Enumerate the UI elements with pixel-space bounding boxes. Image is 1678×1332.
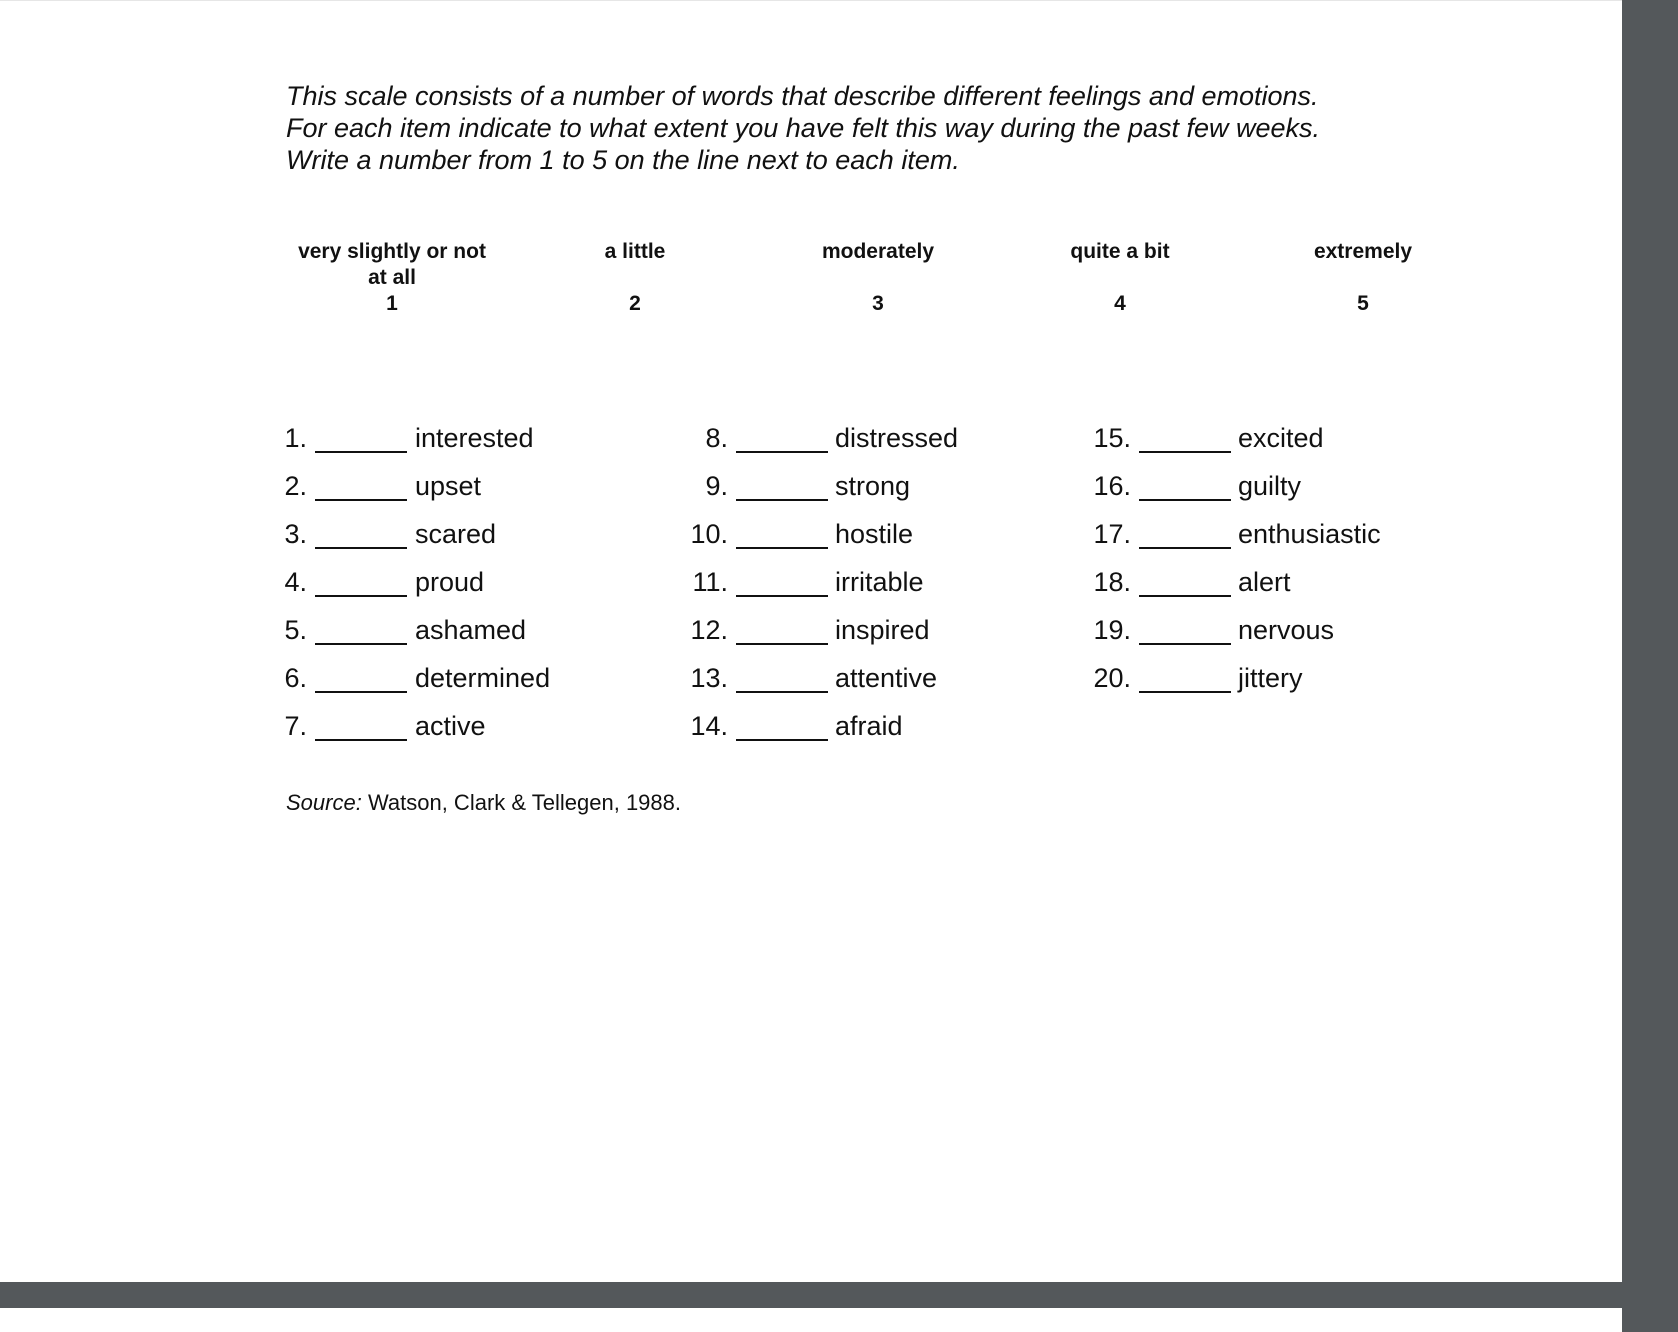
item-number: 1. (284, 423, 307, 453)
scale-label: very slightly or not (298, 240, 486, 263)
answer-blank[interactable] (315, 662, 407, 693)
answer-blank[interactable] (315, 422, 407, 453)
item-number: 5. (284, 615, 307, 645)
item-word: strong (835, 471, 911, 501)
answer-blank[interactable] (1139, 662, 1231, 693)
item-number: 8. (705, 423, 728, 453)
item-word: inspired (835, 615, 930, 645)
item-word: ashamed (415, 615, 527, 645)
item-number: 12. (690, 615, 728, 645)
item-word: proud (415, 567, 485, 597)
scale-option-3 (758, 239, 998, 315)
item-number: 10. (690, 519, 728, 549)
item-word: enthusiastic (1238, 519, 1381, 549)
item-word: distressed (835, 423, 959, 453)
answer-blank[interactable] (736, 518, 828, 549)
scale-value: 1 (386, 292, 398, 315)
instructions (286, 80, 1386, 176)
item-word: scared (415, 519, 497, 549)
answer-blank[interactable] (736, 470, 828, 501)
item-word: afraid (835, 711, 903, 741)
answer-blank[interactable] (1139, 422, 1231, 453)
item-word: interested (415, 423, 534, 453)
answer-blank[interactable] (1139, 470, 1231, 501)
item-number: 15. (1093, 423, 1131, 453)
item-number: 16. (1093, 471, 1131, 501)
scale-label-cont: at all (368, 266, 416, 289)
item-number: 9. (705, 471, 728, 501)
item-number: 6. (284, 663, 307, 693)
answer-blank[interactable] (315, 614, 407, 645)
item-number: 4. (284, 567, 307, 597)
item-word: upset (415, 471, 482, 501)
scale-label: a little (604, 240, 666, 263)
instructions-line: Write a number from 1 to 5 on the line next to each item. (286, 145, 960, 175)
answer-blank[interactable] (736, 614, 828, 645)
answer-blank[interactable] (315, 710, 407, 741)
source-label: Source: (286, 790, 362, 815)
answer-blank[interactable] (736, 710, 828, 741)
answer-blank[interactable] (736, 662, 828, 693)
item-word: attentive (835, 663, 938, 693)
next-page-edge (0, 1308, 1622, 1332)
item-number: 13. (690, 663, 728, 693)
item-word: jittery (1238, 663, 1303, 693)
item-number: 2. (284, 471, 307, 501)
instructions-line: For each item indicate to what extent you have felt this way during the past few weeks. (286, 113, 1321, 143)
item-word: alert (1238, 567, 1291, 597)
item-word: active (415, 711, 486, 741)
answer-blank[interactable] (736, 422, 828, 453)
item-number: 7. (284, 711, 307, 741)
item-number: 11. (692, 567, 728, 597)
scale-label: moderately (821, 240, 935, 263)
answer-blank[interactable] (1139, 566, 1231, 597)
instructions-line: This scale consists of a number of words that describe different feelings and emotions. (286, 81, 1319, 111)
item-word: irritable (835, 567, 924, 597)
answer-blank[interactable] (1139, 614, 1231, 645)
source-citation (286, 790, 681, 816)
item-number: 3. (284, 519, 307, 549)
source-text: Watson, Clark & Tellegen, 1988. (361, 790, 681, 815)
item-number: 18. (1093, 567, 1131, 597)
scale-option-2 (515, 239, 755, 315)
item-word: guilty (1238, 471, 1302, 501)
scale-label: quite a bit (1070, 240, 1170, 263)
item-number: 19. (1093, 615, 1131, 645)
answer-blank[interactable] (315, 518, 407, 549)
scale-option-1 (272, 239, 512, 315)
item-number: 17. (1093, 519, 1131, 549)
scale-option-4 (1000, 239, 1240, 315)
scale-option-5 (1243, 239, 1483, 315)
scale-value: 4 (1114, 292, 1126, 315)
item-word: nervous (1238, 615, 1335, 645)
answer-blank[interactable] (315, 470, 407, 501)
item-word: determined (415, 663, 551, 693)
scale-value: 5 (1357, 292, 1369, 315)
item-number: 14. (690, 711, 728, 741)
scale-value: 2 (629, 292, 641, 315)
answer-blank[interactable] (1139, 518, 1231, 549)
item-word: hostile (835, 519, 914, 549)
item-number: 20. (1093, 663, 1131, 693)
scale-value: 3 (872, 292, 884, 315)
answer-blank[interactable] (736, 566, 828, 597)
item-word: excited (1238, 423, 1324, 453)
answer-blank[interactable] (315, 566, 407, 597)
scale-label: extremely (1313, 240, 1413, 263)
